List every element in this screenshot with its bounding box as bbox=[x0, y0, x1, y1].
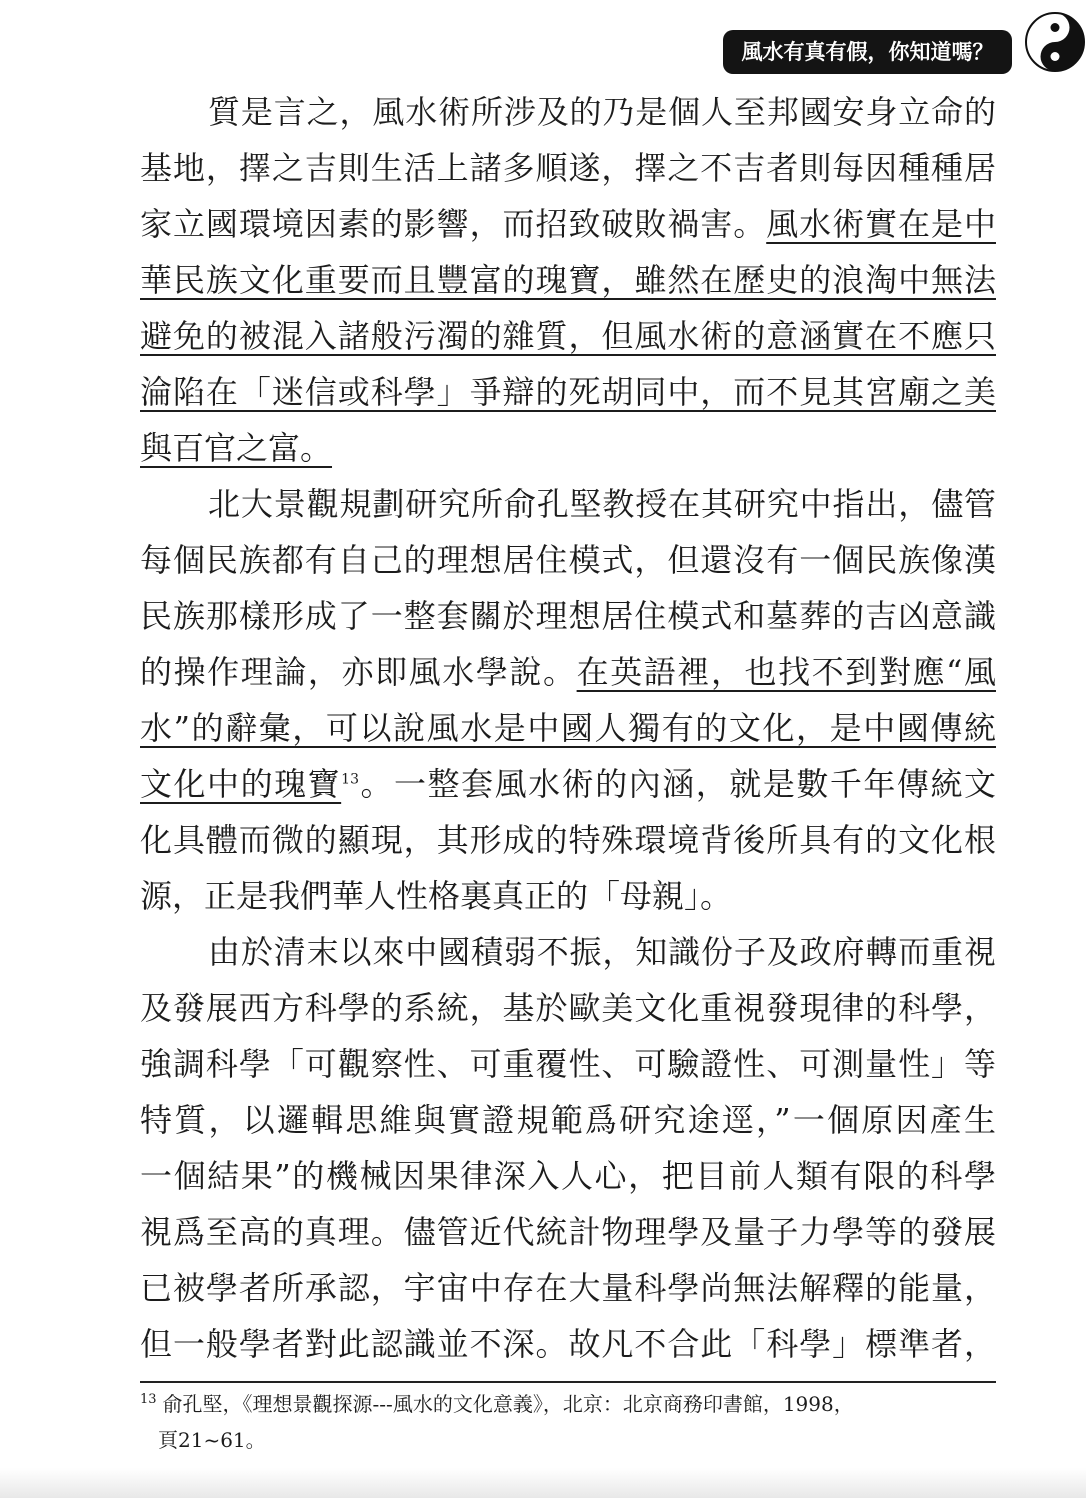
text-line bbox=[140, 812, 996, 868]
text-line bbox=[140, 1204, 996, 1260]
footnote-text: 頁21~61。 bbox=[158, 1428, 266, 1452]
text-segment: 的操作理論，亦即風水學說。 bbox=[140, 653, 577, 691]
text-line bbox=[140, 924, 996, 980]
text-segment: 質是言之，風水術所涉及的乃是個人至邦國安身立命的 bbox=[208, 93, 996, 131]
text-line bbox=[140, 1092, 996, 1148]
text-line bbox=[140, 980, 996, 1036]
text-line bbox=[140, 252, 996, 308]
yin-yang-icon bbox=[1024, 10, 1086, 74]
text-line bbox=[140, 364, 996, 420]
text-line bbox=[140, 1316, 996, 1372]
text-segment: 化具體而微的顯現，其形成的特殊環境背後所具有的文化根 bbox=[140, 821, 996, 859]
underlined-text: 華民族文化重要而且豐富的瑰寶，雖然在歷史的浪淘中無法 bbox=[140, 261, 996, 299]
text-line bbox=[140, 196, 996, 252]
footnote-reference: 13 bbox=[341, 771, 359, 788]
text-segment: 由於清末以來中國積弱不振，知識份子及政府轉而重視 bbox=[208, 933, 996, 971]
text-line bbox=[140, 1260, 996, 1316]
footnote-line bbox=[140, 1386, 996, 1422]
underlined-text: 水”的辭彙，可以說風水是中國人獨有的文化，是中國傳統 bbox=[140, 709, 996, 747]
text-line bbox=[140, 1036, 996, 1092]
footnote-divider bbox=[140, 1381, 996, 1383]
text-segment: 一個結果”的機械因果律深入人心，把目前人類有限的科學 bbox=[140, 1157, 996, 1195]
text-line bbox=[140, 588, 996, 644]
underlined-text: 避免的被混入諸般污濁的雜質，但風水術的意涵實在不應只 bbox=[140, 317, 996, 355]
text-segment: 特質，以邏輯思維與實證規範爲研究途逕，”一個原因產生 bbox=[140, 1101, 996, 1139]
underlined-text: 淪陷在「迷信或科學」爭辯的死胡同中，而不見其宮廟之美 bbox=[140, 373, 996, 411]
text-line bbox=[140, 84, 996, 140]
text-line bbox=[140, 140, 996, 196]
text-line bbox=[140, 756, 996, 812]
text-line bbox=[140, 700, 996, 756]
text-segment: 已被學者所承認，宇宙中存在大量科學尚無法解釋的能量， bbox=[140, 1269, 996, 1307]
text-segment: 家立國環境因素的影響，而招致破敗禍害。 bbox=[140, 205, 767, 243]
body-text bbox=[140, 84, 996, 1372]
text-segment: 每個民族都有自己的理想居住模式，但還沒有一個民族像漢 bbox=[140, 541, 996, 579]
text-line bbox=[140, 476, 996, 532]
chapter-title-badge: 風水有真有假，你知道嗎？ bbox=[723, 30, 1012, 74]
page-edge-shadow bbox=[0, 1468, 1086, 1498]
text-segment: 基地，擇之吉則生活上諸多順遂，擇之不吉者則每因種種居 bbox=[140, 149, 996, 187]
underlined-text: 在英語裡，也找不到對應“風 bbox=[576, 653, 996, 691]
footnote bbox=[140, 1386, 996, 1458]
underlined-text: 風水術實在是中 bbox=[766, 205, 996, 243]
text-line bbox=[140, 308, 996, 364]
text-line bbox=[140, 532, 996, 588]
text-line bbox=[140, 420, 996, 476]
text-line bbox=[140, 868, 996, 924]
underlined-text: 文化中的瑰寶 bbox=[140, 765, 342, 803]
text-segment: 北大景觀規劃研究所俞孔堅教授在其研究中指出，儘管 bbox=[208, 485, 996, 523]
text-segment: 強調科學「可觀察性、可重覆性、可驗證性、可測量性」等 bbox=[140, 1045, 996, 1083]
text-segment: 源，正是我們華人性格裏真正的「母親」。 bbox=[140, 877, 733, 915]
text-segment: 。一整套風水術的內涵，就是數千年傳統文 bbox=[358, 765, 996, 803]
underlined-text: 與百官之富。 bbox=[140, 429, 333, 467]
footnote-line bbox=[140, 1422, 996, 1458]
text-line bbox=[140, 644, 996, 700]
text-line bbox=[140, 1148, 996, 1204]
footnote-text: 俞孔堅，《理想景觀探源---風水的文化意義》，北京：北京商務印書館，1998， bbox=[162, 1392, 854, 1416]
text-segment: 視爲至高的真理。儘管近代統計物理學及量子力學等的發展 bbox=[140, 1213, 996, 1251]
text-segment: 但一般學者對此認識並不深。故凡不合此「科學」標準者， bbox=[140, 1325, 996, 1363]
text-segment: 及發展西方科學的系統，基於歐美文化重視發現律的科學， bbox=[140, 989, 996, 1027]
text-segment: 民族那樣形成了一整套關於理想居住模式和墓葬的吉凶意識 bbox=[140, 597, 996, 635]
footnote-marker: 13 bbox=[140, 1392, 157, 1408]
